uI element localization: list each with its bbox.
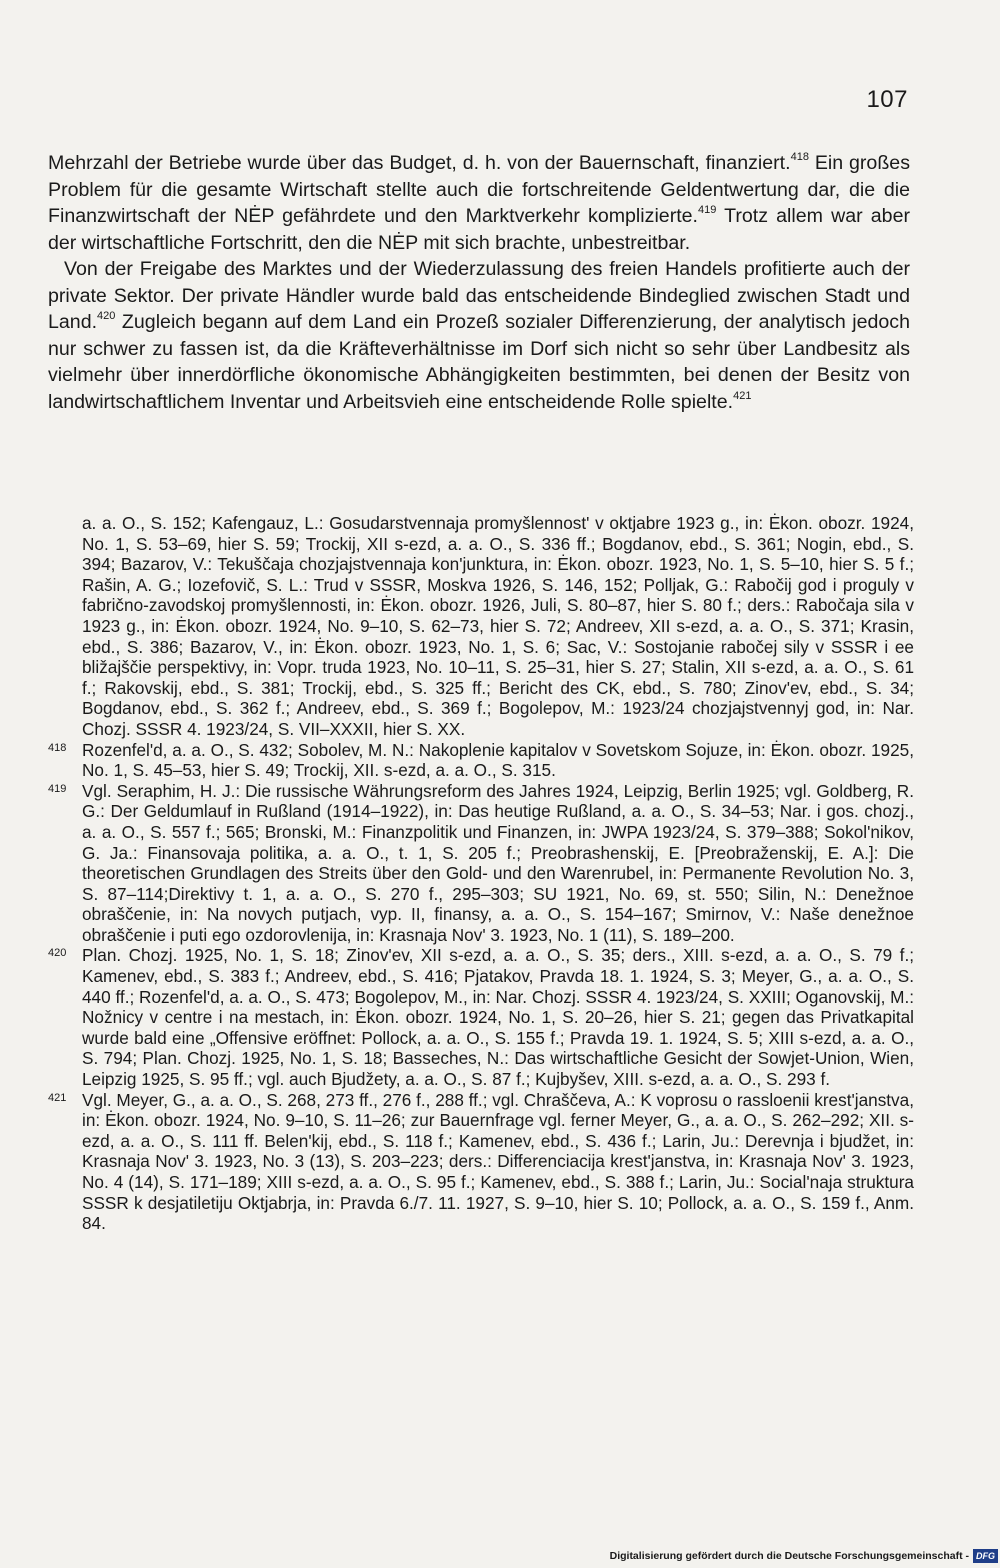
footer-text: Digitalisierung gefördert durch die Deutsche Forschungsgemeinschaft - bbox=[609, 1550, 969, 1562]
footnote-ref-418: 418 bbox=[790, 151, 809, 163]
footnote-419 bbox=[48, 781, 914, 946]
digitization-footer bbox=[610, 1548, 1000, 1564]
paragraph-2: Von der Freigabe des Marktes und der Wiederzulassung des freien Handels profitierte auch der private Sektor. Der private Händler wurde bald das entscheidende Bindeglied zwischen Stadt und Land.$^{420}$ Zugleich begann auf dem Land ein Prozeß sozialer Differenzierung, der analytisch jedoch nur schwer zu fassen ist, da die Kräfteverhältnisse im Dorf sich nicht so sehr über Landbesitz als vielmehr über innerdörfliche ökonomische Abhängigkeiten bestimmten, bei denen der Besitz von landwirtschaftlichem Inventar und Arbeitsvieh eine entscheidende Rolle spielte.$^{421}$ bbox=[48, 258, 910, 413]
dfg-logo-icon: DFG bbox=[973, 1549, 998, 1563]
footnotes bbox=[48, 513, 914, 1234]
footnote-number: 418 bbox=[48, 741, 67, 754]
footnote-418 bbox=[48, 740, 914, 781]
footnote-text: Rozenfel'd, a. a. O., S. 432; Sobolev, M. N.: Nakoplenie kapitalov v Sovetskom Sojuze, in: Ėkon. obozr. 1925, No. 1, S. 45–53, hier S. 49; Trockij, XII. s-ezd, a. a. O., S. 315. bbox=[82, 739, 914, 781]
body-text bbox=[48, 150, 910, 415]
paragraph-1: Mehrzahl der Betriebe wurde über das Budget, d. h. von der Bauernschaft, finanziert.$^{418}$ Ein großes Problem für die gesamte Wirtschaft stellte auch die fortschreitende Geldentwertung dar, die die Finanzwirtschaft der NĖP gefährdete und den Marktverkehr komplizierte.$^{419}$ Trotz allem war aber der wirtschaftliche Fortschritt, den die NĖP mit sich brachte, unbestreitbar. bbox=[48, 151, 910, 254]
footnote-text: Vgl. Seraphim, H. J.: Die russische Währungsreform des Jahres 1924, Leipzig, Berlin 1925; vgl. Goldberg, R. G.: Der Geldumlauf in Rußland (1914–1922), in: Das heutige Rußland, a. a. O., S. 34–53; Nar. i gos. chozj., a. a. O., S. 557 f.; 565; Bronski, M.: Finanzpolitik und Finanzen, in: JWPA 1923/24, S. 379–388; Sokol'nikov, G. Ja.: Finansovaja politika, a. a. O., t. 1, S. 205 f.; Preobrashenskij, E. [Preobraženskij, E. A.]: Die theoretischen Grundlagen des Streits über den Gold- und den Warenrubel, in: Permanente Revolution No. 3, S. 87–114;Direktivy t. 1, a. a. O., S. 270 f., 295–303; SU 1921, No. 69, st. 550; Silin, N.: Denežnoe obraščenie, in: Na novych putjach, vyp. II, finansy, a. a. O., S. 154–167; Smirnov, V.: Naše denežnoe obraščenie i puti ego ozdorovlenija, in: Krasnaja Nov' 3. 1923, No. 1 (11), S. 189–200. bbox=[82, 780, 914, 945]
footnote-ref-419: 419 bbox=[698, 204, 717, 216]
footnote-continuation: a. a. O., S. 152; Kafengauz, L.: Gosudarstvennaja promyšlennost' v oktjabre 1923 g., in: Ėkon. obozr. 1924, No. 1, S. 53–69, hier S. 59; Trockij, XII s-ezd, a. a. O., S. 336 ff.; Bogdanov, ebd., S. 361; Nogin, ebd., S. 394; Bazarov, V.: Tekuščaja chozjajstvennaja kon'junktura, in: Ėkon. obozr. 1923, No. 1, S. 5–10, hier S. 5 f.; Rašin, A. G.; Iozefovič, S. L.: Trud v SSSR, Moskva 1926, S. 146, 152; Polljak, G.: Rabočij god i proguly v fabrično-zavodskoj promyšlennosti, in: Ėkon. obozr. 1926, Juli, S. 80–87, hier S. 80 f.; ders.: Rabočaja sila v 1923 g., in: Ėkon. obozr. 1924, No. 9–10, S. 62–73, hier S. 72; Andreev, XII s-ezd, a. a. O., S. 371; Krasin, ebd., S. 386; Bazarov, V., in: Ėkon. obozr. 1923, No. 1, S. 6; Sac, V.: Sostojanie rabočej sily v SSSR i ee bližajščie perspektivy, in: Vopr. truda 1923, No. 10–11, S. 25–31, hier S. 27; Stalin, XII s-ezd, a. a. O., S. 61 f.; Rakovskij, ebd., S. 381; Trockij, ebd., S. 325 ff.; Bericht des CK, ebd., S. 780; Zinov'ev, ebd., S. 34; Bogdanov, ebd., S. 362 f.; Andreev, ebd., S. 369 f.; Bogolepov, M.: 1923/24 chozjajstvennyj god, in: Nar. Chozj. SSSR 4. 1923/24, S. VII–XXXII, hier S. XX. bbox=[82, 513, 914, 739]
footnote-number: 421 bbox=[48, 1091, 67, 1104]
footnote-number: 420 bbox=[48, 947, 67, 960]
footnote-ref-421: 421 bbox=[733, 389, 752, 402]
footnote-number: 419 bbox=[48, 782, 67, 795]
footnote-text: Vgl. Meyer, G., a. a. O., S. 268, 273 ff., 276 f., 288 ff.; vgl. Chraščeva, A.: K voprosu o rassloenii krest'janstva, in: Ėkon. obozr. 1924, No. 9–10, S. 11–26; zur Bauernfrage vgl. ferner Meyer, G., a. a. O., S. 262–292; XII. s-ezd, a. a. O., S. 111 ff. Belen'kij, ebd., S. 118 f.; Kamenev, ebd., S. 436 f.; Larin, Ju.: Derevnja i bjudžet, in: Krasnaja Nov' 3. 1923, No. 3 (13), S. 203–223; ders.: Differenciacija krest'janstva, in: Krasnaja Nov' 3. 1923, No. 4 (14), S. 171–189; XIII s-ezd, a. a. O., S. 95 f.; Kamenev, ebd., S. 388 f.; Larin, Ju.: Social'naja struktura SSSR k desjatiletiju Oktjabrja, in: Pravda 6./7. 11. 1927, S. 9–10, hier S. 10; Pollock, a. a. O., S. 159 f., Anm. 84. bbox=[82, 1089, 914, 1234]
footnote-text: Plan. Chozj. 1925, No. 1, S. 18; Zinov'ev, XII s-ezd, a. a. O., S. 35; ders., XIII. s-ezd, a. a. O., S. 79 f.; Kamenev, ebd., S. 383 f.; Andreev, ebd., S. 416; Pjatakov, Pravda 18. 1. 1924, S. 3; Meyer, G., a. a. O., S. 440 ff.; Rozenfel'd, a. a. O., S. 473; Bogolepov, M., in: Nar. Chozj. SSSR 4. 1923/24, S. XXIII; Oganovskij, M.: Nožnicy v centre i na mestach, in: Ėkon. obozr. 1924, No. 1, S. 20–26, hier S. 21; gegen das Privatkapital wurde bald eine „Offensive eröffnet: Pollock, a. a. O., S. 155 f.; Pravda 19. 1. 1924, S. 5; XIII s-ezd, a. a. O., S. 794; Plan. Chozj. 1925, No. 1, S. 18; Basseches, N.: Das wirtschaftliche Gesicht der Sowjet-Union, Wien, Leipzig 1925, S. 95 ff.; vgl. auch Bjudžety, a. a. O., S. 87 f.; Kujbyšev, XIII. s-ezd, a. a. O., S. 293 f. bbox=[82, 945, 914, 1090]
footnote-ref-420: 420 bbox=[97, 310, 116, 322]
footnote-420 bbox=[48, 945, 914, 1089]
footnote-421 bbox=[48, 1090, 914, 1234]
page-number: 107 bbox=[866, 86, 908, 113]
